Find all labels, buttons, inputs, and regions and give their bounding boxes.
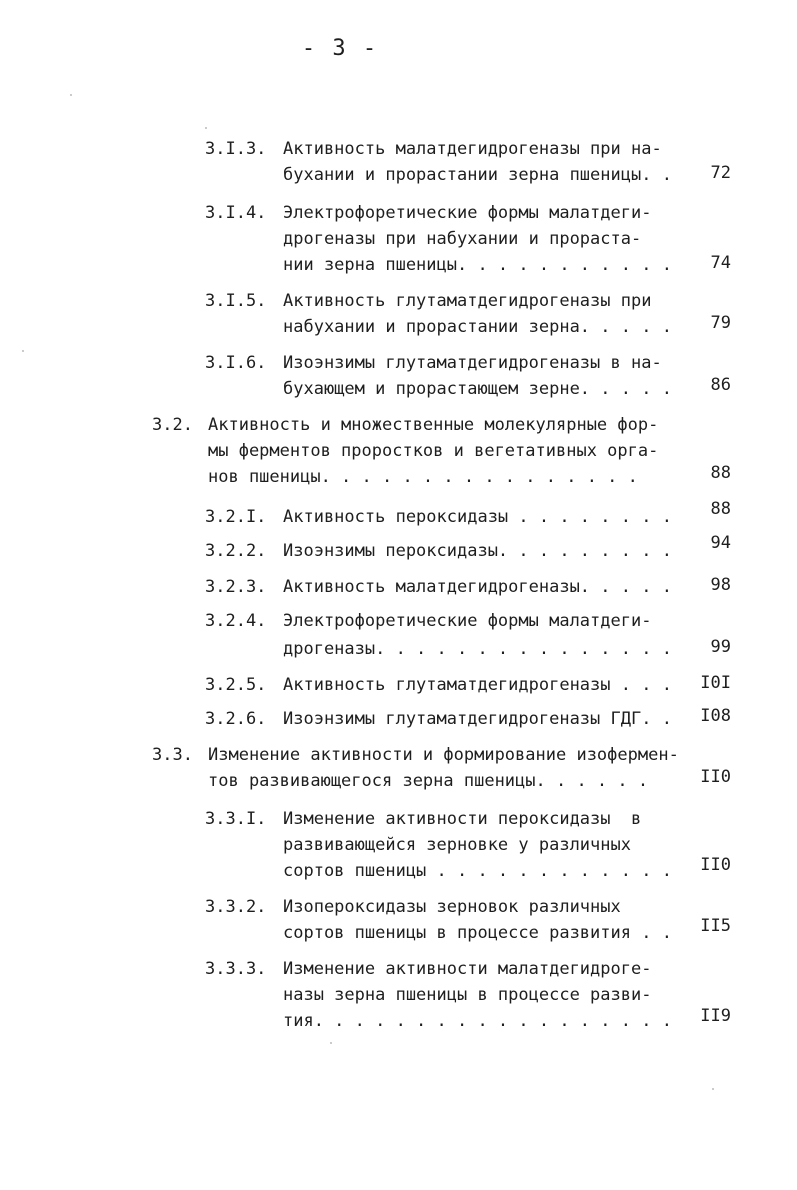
toc-entry-text: Активность малатдегидрогеназы. . . . . xyxy=(283,577,672,597)
scan-speck xyxy=(22,350,24,352)
toc-entry-text: Изопероксидазы зерновок различных xyxy=(283,897,621,917)
toc-entry-text: бухании и прорастании зерна пшеницы. . xyxy=(283,165,672,185)
toc-section-text: мы ферментов проростков и вегетативных орга- xyxy=(208,441,659,461)
toc-entry-text: набухании и прорастании зерна. . . . . xyxy=(283,317,672,337)
toc-entry-page: I0I xyxy=(700,673,731,693)
toc-entry-page: 74 xyxy=(710,253,731,273)
toc-entry-text: Изменение активности пероксидазы в xyxy=(283,809,642,829)
page-number: - 3 - xyxy=(301,36,379,61)
toc-entry-page: 99 xyxy=(710,637,731,657)
toc-entry-page: 72 xyxy=(710,163,731,183)
toc-entry-text: бухающем и прорастающем зерне. . . . . xyxy=(283,379,672,399)
toc-entry-text: назы зерна пшеницы в процессе разви- xyxy=(283,985,652,1005)
toc-entry-number: 3.3.2. xyxy=(205,897,267,917)
toc-entry-page: I08 xyxy=(700,706,731,726)
toc-entry-text: Активность пероксидазы . . . . . . . . xyxy=(283,507,672,527)
toc-entry-page: 94 xyxy=(710,533,731,553)
toc-section-text: Активность и множественные молекулярные фор- xyxy=(208,415,659,435)
toc-entry-number: 3.I.4. xyxy=(205,203,267,223)
toc-entry-number: 3.2.5. xyxy=(205,675,267,695)
toc-entry-page: II0 xyxy=(700,767,731,787)
toc-entry-page: II0 xyxy=(700,855,731,875)
toc-entry-text: Изоэнзимы глутаматдегидрогеназы в на- xyxy=(283,353,662,373)
toc-entry-text: дрогеназы при набухании и прораста- xyxy=(283,229,642,249)
toc-section-text: Изменение активности и формирование изофермен- xyxy=(208,745,679,765)
toc-entry-text: Электрофоретические формы малатдеги- xyxy=(283,611,652,631)
toc-entry-number: 3.2.2. xyxy=(205,541,267,561)
toc-entry-number: 3.3.I. xyxy=(205,809,267,829)
toc-entry-page: II5 xyxy=(700,916,731,936)
toc-entry-page: II9 xyxy=(700,1006,731,1026)
scan-speck xyxy=(70,94,72,96)
toc-entry-number: 3.2.3. xyxy=(205,577,267,597)
toc-entry-number: 3.I.6. xyxy=(205,353,267,373)
toc-entry-page: 88 xyxy=(710,463,731,483)
toc-entry-text: тия. . . . . . . . . . . . . . . . . . xyxy=(283,1011,672,1031)
toc-entry-text: нии зерна пшеницы. . . . . . . . . . . xyxy=(283,255,672,275)
toc-entry-number: 3.2.I. xyxy=(205,507,267,527)
toc-entry-text: сортов пшеницы . . . . . . . . . . . . xyxy=(283,861,672,881)
toc-entry-text: Изоэнзимы пероксидазы. . . . . . . . . xyxy=(283,541,672,561)
toc-entry-number: 3.I.5. xyxy=(205,291,267,311)
toc-entry-text: сортов пшеницы в процессе развития . . xyxy=(283,923,672,943)
toc-entry-text: Изоэнзимы глутаматдегидрогеназы ГДГ. . xyxy=(283,709,672,729)
toc-section-number: 3.2. xyxy=(152,415,193,435)
toc-entry-text: Электрофоретические формы малатдеги- xyxy=(283,203,652,223)
toc-entry-text: Активность глутаматдегидрогеназы . . . xyxy=(283,675,672,695)
toc-entry-page: 79 xyxy=(710,313,731,333)
toc-entry-number: 3.2.6. xyxy=(205,709,267,729)
scan-speck xyxy=(205,127,207,129)
scan-speck xyxy=(712,1088,714,1090)
toc-entry-text: развивающейся зерновке у различных xyxy=(283,835,631,855)
toc-entry-number: 3.2.4. xyxy=(205,611,267,631)
toc-entry-text: Активность глутаматдегидрогеназы при xyxy=(283,291,652,311)
toc-entry-text: Активность малатдегидрогеназы при на- xyxy=(283,139,662,159)
toc-section-number: 3.3. xyxy=(152,745,193,765)
scan-speck xyxy=(330,1042,332,1044)
toc-section-text: тов развивающегося зерна пшеницы. . . . . . xyxy=(208,771,649,791)
toc-entry-number: 3.3.3. xyxy=(205,959,267,979)
toc-entry-page: 86 xyxy=(710,375,731,395)
toc-entry-page: 88 xyxy=(710,499,731,519)
toc-entry-text: Изменение активности малатдегидроге- xyxy=(283,959,652,979)
toc-section-text: нов пшеницы. . . . . . . . . . . . . . . . xyxy=(208,467,638,487)
toc-entry-number: 3.I.3. xyxy=(205,139,267,159)
toc-entry-text: дрогеназы. . . . . . . . . . . . . . . xyxy=(283,639,672,659)
toc-entry-page: 98 xyxy=(710,575,731,595)
